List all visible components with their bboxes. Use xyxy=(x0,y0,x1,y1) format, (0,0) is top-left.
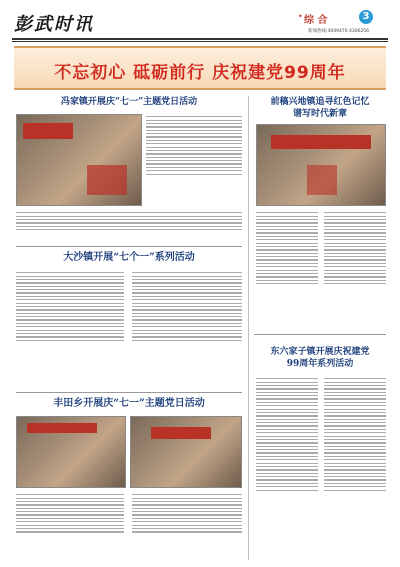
divider xyxy=(16,392,242,393)
header-rule xyxy=(12,38,388,40)
article-headline: 丰田乡开展庆“七一”主题党日活动 xyxy=(53,398,205,409)
article-body xyxy=(256,376,318,558)
article-headline: 东六家子镇开展庆祝建党 99周年系列活动 xyxy=(270,347,370,369)
article-body xyxy=(132,270,242,378)
article-photo xyxy=(130,416,242,488)
article-body xyxy=(324,210,386,326)
headline-banner xyxy=(14,46,386,90)
section-label: 综 合 xyxy=(304,15,328,26)
article-body xyxy=(16,492,124,558)
decorative-dots: • xyxy=(298,12,305,21)
article-headline: 大沙镇开展“七个一”系列活动 xyxy=(63,252,195,263)
article-headline: 冯家镇开展庆“七一”主题党日活动 xyxy=(60,97,198,107)
article-photo xyxy=(16,416,126,488)
divider xyxy=(254,334,386,335)
article-photo xyxy=(256,124,386,206)
article-body xyxy=(16,270,124,378)
header-rule-thin xyxy=(12,41,388,42)
divider xyxy=(16,246,242,247)
article-body xyxy=(324,376,386,558)
article-body xyxy=(132,492,242,558)
banner-title: 不忘初心 砥砺前行 庆祝建党99周年 xyxy=(54,63,346,83)
masthead xyxy=(0,0,400,50)
article-headline: 前稿兴地镇追寻红色记忆 谱写时代新章 xyxy=(270,97,370,119)
column-divider xyxy=(248,96,249,560)
article-body xyxy=(256,210,318,326)
article-photo xyxy=(16,114,142,206)
newspaper-logo: 彭武时讯 xyxy=(14,14,94,35)
article-body xyxy=(16,210,242,242)
article-body xyxy=(146,114,242,206)
issue-info: 新闻热线:4049470 4306256 xyxy=(308,29,370,34)
page-number-badge: 3 xyxy=(359,10,373,24)
